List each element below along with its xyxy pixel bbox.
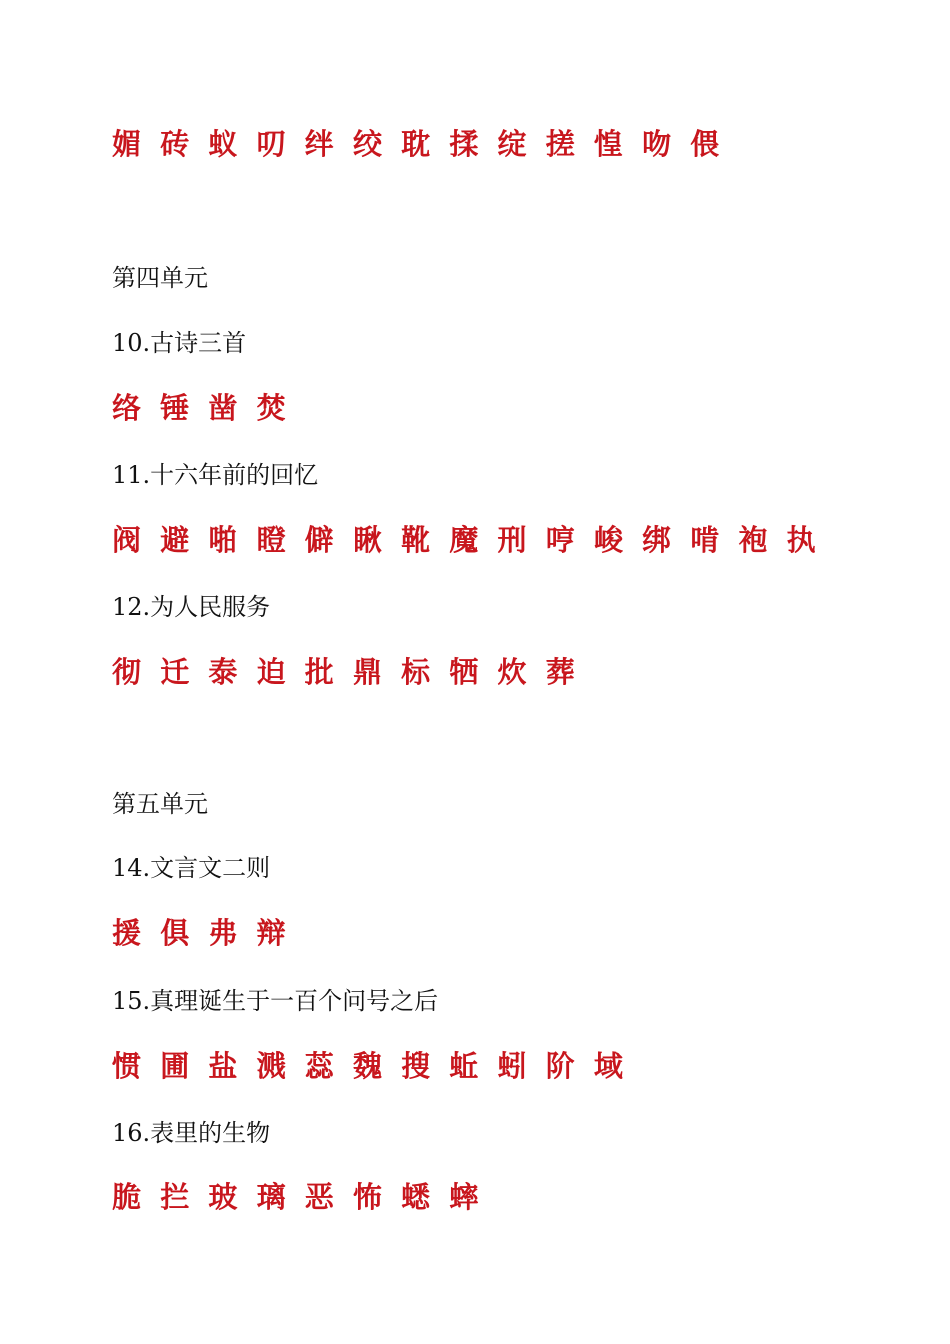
vocab-char: 叨	[256, 127, 286, 161]
vocab-char: 彻	[112, 655, 142, 689]
vocab-char: 泰	[208, 655, 238, 689]
vocab-char: 俱	[160, 916, 190, 950]
vocab-char: 魔	[449, 523, 479, 557]
unit-heading: 第四单元	[112, 264, 208, 292]
vocab-char: 标	[401, 655, 431, 689]
lesson-title: 12.为人民服务	[112, 593, 271, 621]
unit-heading: 第五单元	[112, 790, 208, 818]
vocab-char: 蟀	[449, 1180, 479, 1214]
vocab-char: 牺	[449, 655, 479, 689]
vocab-char: 僻	[304, 523, 334, 557]
vocab-char: 吻	[642, 127, 672, 161]
vocab-char: 援	[112, 916, 142, 950]
vocab-char: 绽	[497, 127, 527, 161]
vocab-char: 盐	[208, 1049, 238, 1083]
vocab-char: 拦	[160, 1180, 190, 1214]
vocab-char: 搜	[401, 1049, 431, 1083]
vocab-char: 迁	[160, 655, 190, 689]
vocab-char: 耽	[401, 127, 431, 161]
vocab-char: 蚯	[449, 1049, 479, 1083]
vocab-char: 锤	[160, 391, 190, 425]
vocab-char: 绞	[352, 127, 382, 161]
vocab-char: 揉	[449, 127, 479, 161]
vocab-char: 绊	[304, 127, 334, 161]
vocab-char: 执	[786, 523, 816, 557]
lesson-title: 14.文言文二则	[112, 854, 271, 882]
vocab-char: 鼎	[352, 655, 382, 689]
vocab-char: 璃	[256, 1180, 286, 1214]
vocab-char: 蚓	[497, 1049, 527, 1083]
character-row-lesson-10	[112, 388, 305, 428]
vocab-char: 啪	[208, 523, 238, 557]
vocab-char: 批	[304, 655, 334, 689]
vocab-char: 蚁	[208, 127, 238, 161]
vocab-char: 阀	[112, 523, 142, 557]
vocab-char: 怖	[352, 1180, 382, 1214]
character-row-lesson-15	[112, 1046, 642, 1086]
vocab-char: 避	[160, 523, 190, 557]
vocab-char: 焚	[256, 391, 286, 425]
character-row-lesson-14	[112, 913, 305, 953]
lesson-title: 10.古诗三首	[112, 329, 247, 357]
vocab-char: 玻	[208, 1180, 238, 1214]
character-row-lesson-11	[112, 520, 835, 560]
vocab-char: 蕊	[304, 1049, 334, 1083]
vocab-char: 惯	[112, 1049, 142, 1083]
vocab-char: 媚	[112, 127, 142, 161]
vocab-char: 峻	[593, 523, 623, 557]
vocab-char: 瞅	[352, 523, 382, 557]
character-row-lesson-16	[112, 1177, 498, 1217]
vocab-char: 砖	[160, 127, 190, 161]
character-row-lesson-12	[112, 652, 594, 692]
lesson-title: 15.真理诞生于一百个问号之后	[112, 987, 439, 1015]
lesson-title: 16.表里的生物	[112, 1119, 271, 1147]
vocab-char: 瞪	[256, 523, 286, 557]
vocab-char: 炊	[497, 655, 527, 689]
vocab-char: 恶	[304, 1180, 334, 1214]
vocab-char: 络	[112, 391, 142, 425]
vocab-char: 绑	[642, 523, 672, 557]
vocab-char: 凿	[208, 391, 238, 425]
vocab-char: 惶	[593, 127, 623, 161]
vocab-char: 脆	[112, 1180, 142, 1214]
vocab-char: 啃	[690, 523, 720, 557]
vocab-char: 圃	[160, 1049, 190, 1083]
lesson-title: 11.十六年前的回忆	[112, 461, 319, 489]
vocab-char: 袍	[738, 523, 768, 557]
vocab-char: 哼	[545, 523, 575, 557]
vocab-char: 偎	[690, 127, 720, 161]
vocab-char: 刑	[497, 523, 527, 557]
vocab-char: 魏	[352, 1049, 382, 1083]
vocab-char: 溅	[256, 1049, 286, 1083]
vocab-char: 蟋	[401, 1180, 431, 1214]
character-row-intro	[112, 124, 738, 164]
vocab-char: 搓	[545, 127, 575, 161]
vocab-char: 弗	[208, 916, 238, 950]
vocab-char: 辩	[256, 916, 286, 950]
vocab-char: 阶	[545, 1049, 575, 1083]
vocab-char: 迫	[256, 655, 286, 689]
vocab-char: 葬	[545, 655, 575, 689]
vocab-char: 靴	[401, 523, 431, 557]
vocab-char: 域	[593, 1049, 623, 1083]
